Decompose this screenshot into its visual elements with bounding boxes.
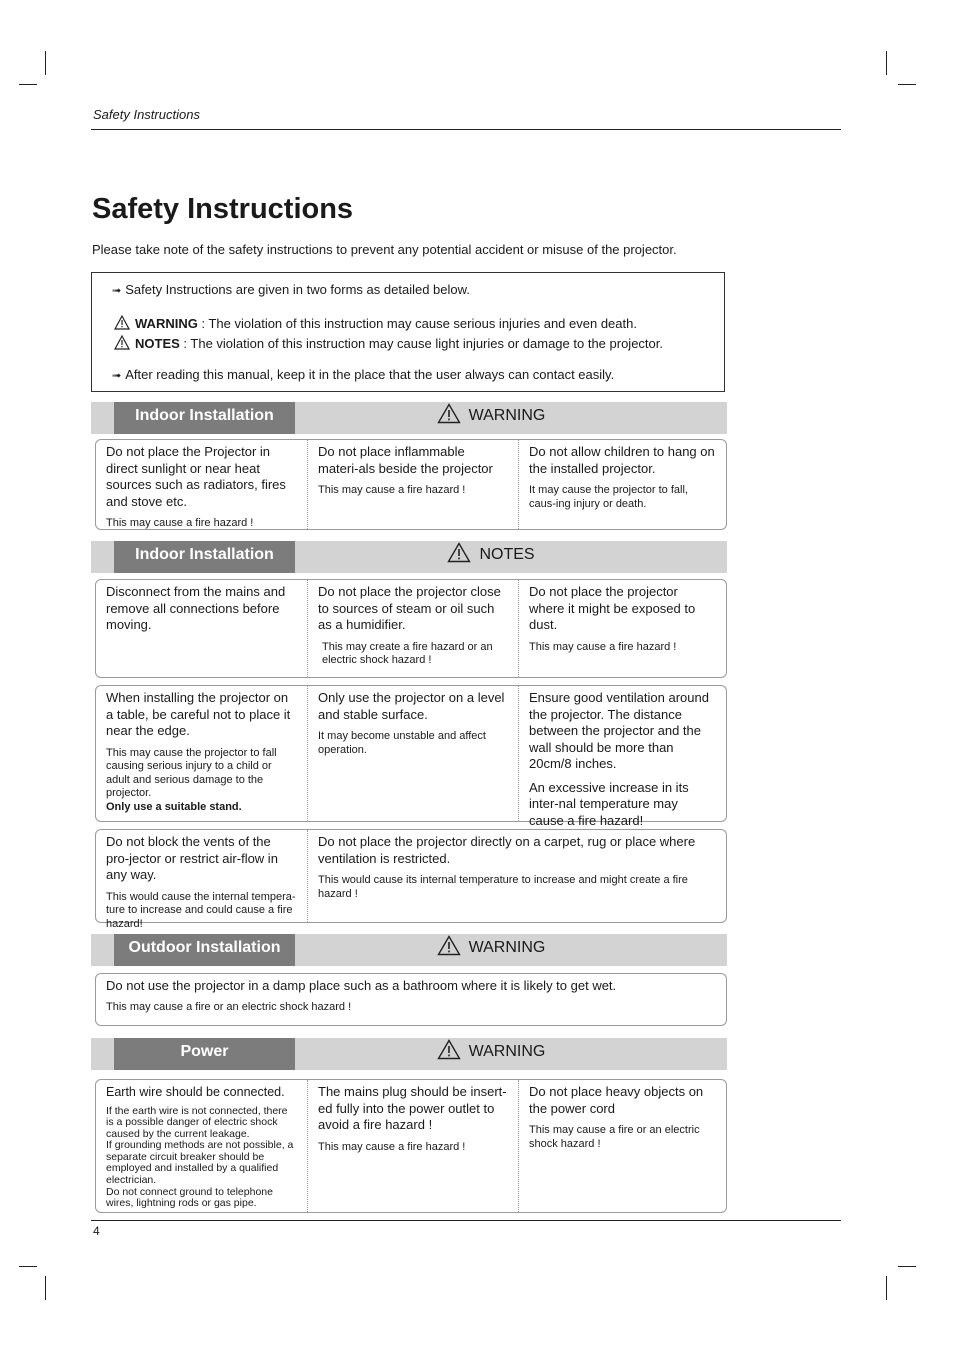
instruction-text: Disconnect from the mains and remove all connections before moving. (106, 584, 286, 632)
hazard-text: Do not connect ground to telephone wires, lightning rods or gas pipe. (106, 1185, 273, 1210)
info-box (91, 272, 725, 392)
hazard-text: This would cause the internal tempera-ture to increase and could cause a fire hazard! (106, 890, 296, 930)
hazard-emphasis: Only use a suitable stand. (106, 800, 242, 813)
hazard-text: It may cause the projector to fall, caus-ing injury or death. (529, 484, 688, 510)
info-text: Safety Instructions are given in two forms as detailed below. (125, 282, 470, 297)
card-column (96, 974, 726, 1025)
page-title: Safety Instructions (92, 193, 354, 225)
section-type-label: WARNING (468, 1043, 546, 1060)
instruction-text: Do not place the projector directly on a carpet, rug or place where ventilation is restricted. (318, 834, 696, 866)
card-indoor-notes-1 (95, 579, 727, 678)
crop-mark (45, 51, 46, 75)
instruction-text: Do not place heavy objects on the power cord (529, 1084, 704, 1116)
card-column (518, 1080, 726, 1212)
instruction-text: Do not place inflammable materi-als beside the projector (318, 444, 493, 476)
section-header-indoor-warning (91, 402, 727, 434)
section-header-power-warning (91, 1038, 727, 1070)
hazard-text: This may cause a fire or an electric shock hazard ! (106, 1000, 352, 1013)
instruction-text: Do not place the Projector in direct sunlight or near heat sources such as radiators, fires and stove etc. (106, 444, 286, 509)
intro-text: Please take note of the safety instructions to prevent any potential accident or misuse of the projector. (92, 242, 677, 257)
card-column (96, 580, 307, 677)
instruction-text: When installing the projector on a table, be careful not to place it near the edge. (106, 690, 291, 738)
section-type-label: WARNING (468, 407, 546, 424)
hazard-text: This may cause a fire hazard ! (318, 484, 466, 496)
arrow-bullet-icon: ➟ (112, 285, 122, 297)
section-tab: Indoor Installation (114, 402, 295, 434)
card-column (96, 1080, 307, 1212)
hazard-text: This would cause its internal temperature to increase and might create a fire hazard ! (318, 874, 688, 900)
notes-definition: : The violation of this instruction may cause light injuries or damage to the projector. (183, 336, 663, 351)
card-column (96, 440, 307, 529)
instruction-text: Earth wire should be connected. (106, 1085, 285, 1099)
hazard-text: This may create a fire hazard or an electric shock hazard ! (322, 640, 493, 666)
card-column (307, 830, 726, 922)
crop-mark (898, 84, 916, 85)
hazard-text: If the earth wire is not connected, there is a possible danger of electric shock caused by the current leakage. (106, 1104, 288, 1140)
footer-rule (91, 1220, 841, 1221)
instruction-text: Do not use the projector in a damp place such as a bathroom where it is likely to get wet. (106, 978, 617, 993)
crop-mark (886, 51, 887, 75)
card-column (307, 686, 518, 821)
warning-triangle-icon (437, 403, 461, 424)
section-type (295, 402, 727, 434)
crop-mark (45, 1276, 46, 1300)
crop-mark (19, 84, 37, 85)
card-outdoor-warning (95, 973, 727, 1026)
warning-triangle-icon (437, 935, 461, 956)
card-column (518, 440, 726, 529)
warning-triangle-icon (437, 1039, 461, 1060)
instruction-text: Only use the projector on a level and stable surface. (318, 690, 505, 722)
instruction-text: An excessive increase in its inter-nal temperature may cause a fire hazard! (529, 779, 689, 828)
hazard-text: If grounding methods are not possible, a separate circuit breaker should be employed and installed by a qualified electrician. (106, 1139, 294, 1187)
hazard-text: This may cause a fire hazard ! (529, 640, 677, 653)
instruction-text: Do not block the vents of the pro-jector or restrict air-flow in any way. (106, 834, 278, 882)
page-number: 4 (93, 1224, 100, 1238)
hazard-text: This may cause a fire hazard ! (318, 1140, 466, 1153)
instruction-text: Do not allow children to hang on the installed projector. (529, 444, 715, 476)
section-type-label: NOTES (479, 546, 535, 563)
instruction-text: The mains plug should be insert-ed fully into the power outlet to avoid a fire hazard ! (318, 1084, 507, 1132)
card-column (307, 440, 518, 529)
crop-mark (19, 1266, 37, 1267)
instruction-text: Do not place the projector where it might be exposed to dust. (529, 584, 696, 632)
section-type (295, 1038, 727, 1070)
crop-mark (886, 1276, 887, 1300)
section-type-label: WARNING (468, 939, 546, 956)
header-rule (91, 129, 841, 130)
card-column (307, 1080, 518, 1212)
running-header: Safety Instructions (93, 107, 200, 122)
instruction-text: Do not place the projector close to sources of steam or oil such as a humidifier. (318, 584, 501, 632)
warning-triangle-icon (447, 542, 471, 563)
info-text: After reading this manual, keep it in the place that the user always can contact easily. (125, 367, 615, 382)
hazard-text: This may cause a fire or an electric shock hazard ! (529, 1124, 700, 1150)
card-column (96, 686, 307, 821)
section-type (295, 541, 727, 573)
warning-definition: : The violation of this instruction may cause serious injuries and even death. (201, 316, 637, 331)
section-tab: Outdoor Installation (114, 934, 295, 966)
card-column (96, 830, 307, 930)
card-indoor-warning (95, 439, 727, 530)
card-power-warning (95, 1079, 727, 1213)
notes-label: NOTES (135, 336, 180, 351)
card-indoor-notes-3 (95, 829, 727, 930)
instruction-text: Ensure good ventilation around the projector. The distance between the projector and the wall should be more than 20cm/8 inches. (529, 690, 709, 771)
card-column (518, 580, 726, 677)
section-tab: Indoor Installation (114, 541, 295, 573)
hazard-text: It may become unstable and affect operation. (318, 730, 486, 756)
crop-mark (898, 1266, 916, 1267)
section-header-indoor-notes (91, 541, 727, 573)
warning-triangle-icon (114, 335, 130, 350)
info-line (112, 367, 614, 382)
info-notes-line (114, 335, 663, 351)
arrow-bullet-icon: ➟ (112, 370, 122, 382)
warning-label: WARNING (135, 316, 198, 331)
section-type (295, 934, 727, 966)
card-column (307, 580, 518, 677)
warning-triangle-icon (114, 315, 130, 330)
hazard-text: This may cause a fire hazard ! (106, 517, 254, 529)
section-tab: Power (114, 1038, 295, 1070)
card-column (518, 686, 726, 828)
hazard-text: This may cause the projector to fall causing serious injury to a child or adult and serious damage to the projector. (106, 746, 277, 799)
info-line (112, 282, 470, 297)
section-header-outdoor-warning (91, 934, 727, 966)
info-warning-line (114, 315, 637, 331)
card-indoor-notes-2 (95, 685, 727, 828)
